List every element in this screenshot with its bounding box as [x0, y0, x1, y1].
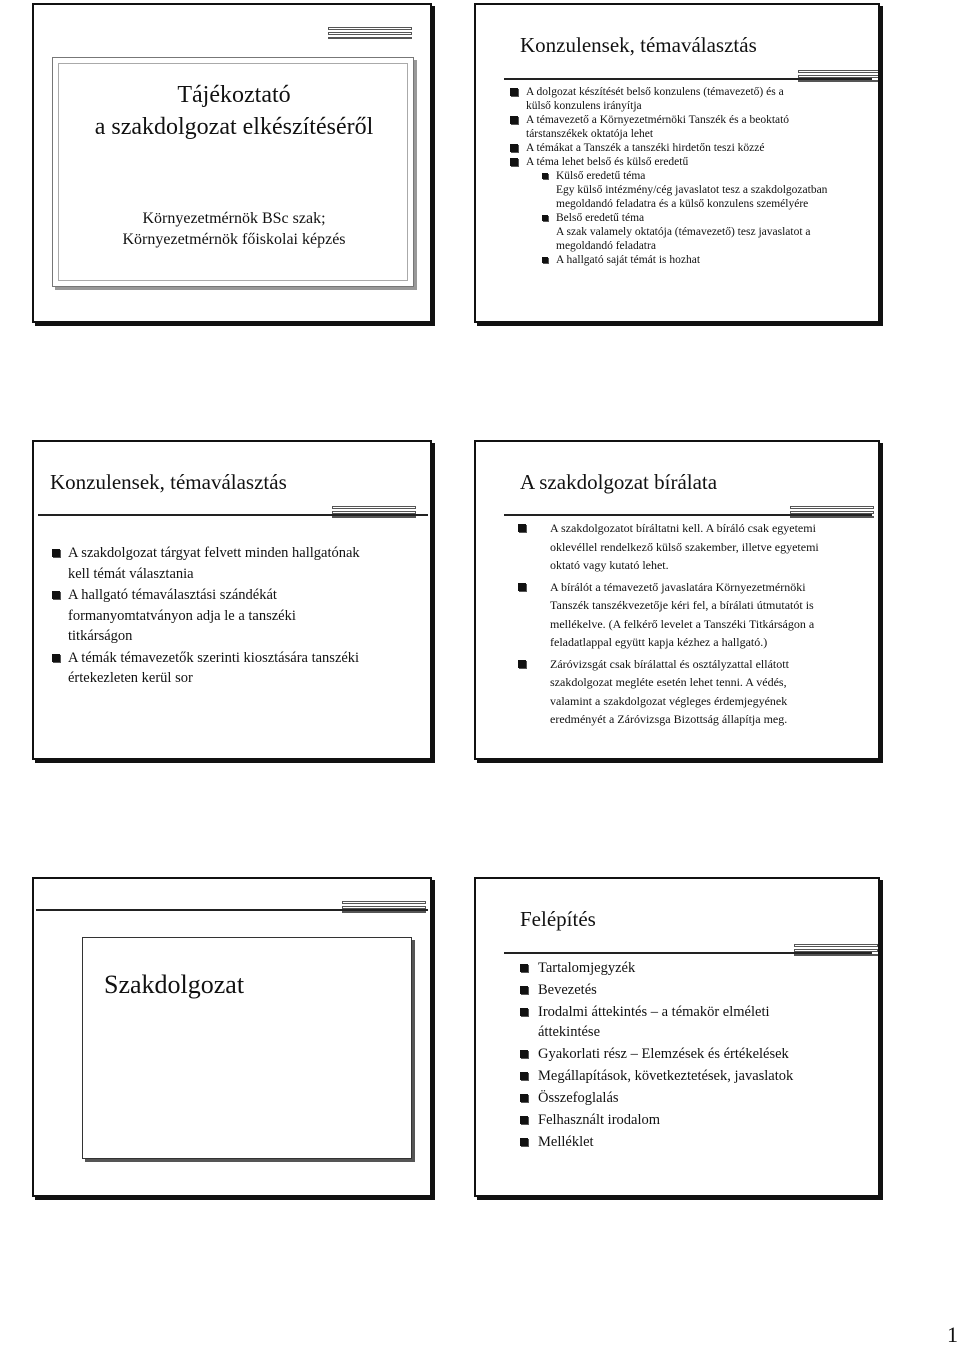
bullet-text-line: formanyomtatványon adja le a tanszéki	[68, 607, 296, 624]
bullet-square-icon	[518, 524, 526, 532]
bullet-item	[518, 578, 878, 652]
bullet-item	[52, 648, 432, 689]
bullet-item	[508, 141, 878, 155]
slide-title	[32, 3, 432, 323]
bullet-text-line: Bevezetés	[538, 982, 597, 998]
bullet-square-icon	[518, 660, 526, 668]
bullet-list	[518, 519, 878, 732]
bullet-item	[520, 1066, 880, 1086]
bullet-text-line: Tartalomjegyzék	[538, 960, 636, 976]
bullet-text-line: oklevéllel rendelkező külső szakember, illetve egyetemi	[550, 539, 819, 554]
subtitle-line-1: Környezetmérnök BSc szak;	[142, 210, 326, 227]
bullet-text-line: külső konzulens irányítja	[526, 100, 642, 112]
title-line-2: a szakdolgozat elkészítéséről	[94, 114, 374, 140]
bullet-item	[520, 980, 880, 1000]
bullet-item	[508, 155, 878, 169]
bullet-text-line: eredményét a Záróvizsga Bizottság állapítja meg.	[550, 712, 788, 726]
bullet-square-icon	[510, 158, 518, 166]
slide-section-szakdolgozat	[32, 877, 432, 1197]
bullet-list	[52, 543, 432, 690]
bullet-text-line: Egy külső intézmény/cég javaslatot tesz a szakdolgozatban	[556, 184, 828, 196]
bullet-square-icon	[52, 591, 60, 599]
bullet-text-line: Záróvizsgát csak bírálattal és osztályzattal ellátott	[550, 656, 789, 671]
bullet-text-line: megoldandó feladatra és a külső konzulens személyére	[556, 198, 809, 210]
page-number: 1	[947, 1322, 958, 1347]
bullet-square-icon	[520, 1008, 528, 1016]
bullet-list	[520, 958, 880, 1154]
slide-felepites	[474, 877, 880, 1197]
bullet-text-line: Külső eredetű téma	[556, 170, 646, 182]
bullet-text-line: áttekintése	[538, 1024, 601, 1040]
bullet-item	[508, 113, 878, 141]
bullet-item	[52, 543, 432, 584]
bullet-text-line: társtanszékek oktatója lehet	[526, 128, 654, 140]
decorative-bars	[794, 944, 878, 955]
slide-biralat	[474, 440, 880, 760]
bullet-item	[520, 958, 880, 978]
bullet-text-line: A hallgató témaválasztási szándékát	[68, 587, 277, 603]
bullet-text-line: mellékelve. (A felkérő levelet a Tanszéki Titkárságon a	[550, 616, 815, 631]
bullet-text-line: A szakdolgozatot bíráltatni kell. A bíráló csak egyetemi	[550, 521, 816, 535]
bullet-square-icon	[520, 1116, 528, 1124]
slide-subtitle	[54, 208, 414, 250]
bullet-item	[508, 85, 878, 113]
bullet-text-line: A szakdolgozat tárgyat felvett minden hallgatónak	[68, 545, 360, 561]
bullet-item	[520, 1088, 880, 1108]
bullet-text-line: értekezleten kerül sor	[68, 670, 193, 686]
bullet-square-icon	[520, 1138, 528, 1146]
bullet-text-line: A hallgató saját témát is hozhat	[556, 254, 701, 266]
bullet-square-icon	[520, 1050, 528, 1058]
bullet-square-icon	[52, 549, 60, 557]
bullet-text-line: Felhasznált irodalom	[538, 1112, 661, 1128]
bullet-text-line: titkárságon	[68, 628, 133, 644]
bullet-text-line: A témavezető a Környezetmérnöki Tanszék és a beoktató	[526, 114, 790, 126]
bullet-text-line: A témák témavezetők szerinti kiosztására tanszéki	[68, 649, 360, 666]
bullet-square-icon	[542, 215, 548, 221]
bullet-text-line: Gyakorlati rész – Elemzések és értékelések	[538, 1046, 789, 1062]
slide-heading: Konzulensek, témaválasztás	[50, 470, 287, 494]
decorative-bars	[342, 901, 426, 912]
decorative-bars	[798, 70, 880, 81]
bullet-list	[508, 85, 878, 267]
bullet-square-icon	[510, 144, 518, 152]
decorative-bars	[328, 27, 412, 38]
bullet-text-line: kell témát választania	[68, 565, 194, 582]
bullet-square-icon	[52, 654, 60, 662]
bullet-text-line: feladatlappal együtt kapja kézhez a hallgató.)	[550, 635, 768, 649]
title-line-1: Tájékoztató	[177, 82, 291, 108]
bullet-item	[518, 655, 878, 729]
bullet-text-line: A dolgozat készítését belső konzulens (témavezető) és a	[526, 86, 784, 98]
slide-konzulensek-2	[32, 440, 432, 760]
bullet-square-icon	[542, 173, 548, 179]
bullet-square-icon	[510, 88, 518, 96]
bullet-text-line: A téma lehet belső és külső eredetű	[526, 156, 689, 168]
bullet-item	[508, 253, 878, 267]
decorative-bars	[332, 506, 416, 517]
bullet-text-line: A bírálót a témavezető javaslatára Környezetmérnöki	[550, 579, 806, 594]
bullet-item	[520, 1132, 880, 1152]
bullet-item	[518, 519, 878, 575]
slide-title-heading	[54, 79, 414, 143]
bullet-text-line: Megállapítások, következtetések, javaslatok	[538, 1068, 794, 1084]
bullet-text-line: Tanszék tanszékvezetője kéri fel, a bírálati útmutatót is	[550, 598, 814, 612]
bullet-text-line: megoldandó feladatra	[556, 240, 656, 252]
bullet-text-line: szakdolgozat megléte esetén lehet tenni. A védés,	[550, 675, 787, 689]
bullet-text-line: valamint a szakdolgozat végleges érdemjegyének	[550, 693, 788, 708]
bullet-square-icon	[520, 986, 528, 994]
bullet-square-icon	[510, 116, 518, 124]
slide-heading: Felépítés	[520, 907, 596, 931]
slide-heading: A szakdolgozat bírálata	[520, 470, 718, 494]
bullet-text-line: Összefoglalás	[538, 1090, 619, 1106]
subtitle-line-2: Környezetmérnök főiskolai képzés	[122, 231, 346, 248]
bullet-square-icon	[518, 583, 526, 591]
bullet-text-line: Melléklet	[538, 1134, 594, 1150]
bullet-item	[508, 211, 878, 253]
bullet-text-line: Irodalmi áttekintés – a témakör elméleti	[538, 1004, 770, 1020]
bullet-text-line: A szak valamely oktatója (témavezető) tesz javaslatot a	[556, 226, 811, 238]
decorative-bars	[790, 506, 874, 517]
bullet-item	[508, 169, 878, 211]
bullet-text-line: oktató vagy kutató lehet.	[550, 558, 669, 572]
slide-heading: Konzulensek, témaválasztás	[520, 33, 757, 57]
bullet-text-line: Belső eredetű téma	[556, 212, 645, 224]
bullet-square-icon	[520, 1072, 528, 1080]
bullet-item	[520, 1044, 880, 1064]
bullet-square-icon	[520, 964, 528, 972]
bullet-item	[520, 1002, 880, 1042]
bullet-text-line: A témákat a Tanszék a tanszéki hirdetőn teszi közzé	[526, 142, 765, 154]
bullet-item	[520, 1110, 880, 1130]
section-heading: Szakdolgozat	[104, 970, 245, 999]
bullet-square-icon	[520, 1094, 528, 1102]
bullet-item	[52, 585, 432, 647]
slide-konzulensek-1	[474, 3, 880, 323]
bullet-square-icon	[542, 257, 548, 263]
